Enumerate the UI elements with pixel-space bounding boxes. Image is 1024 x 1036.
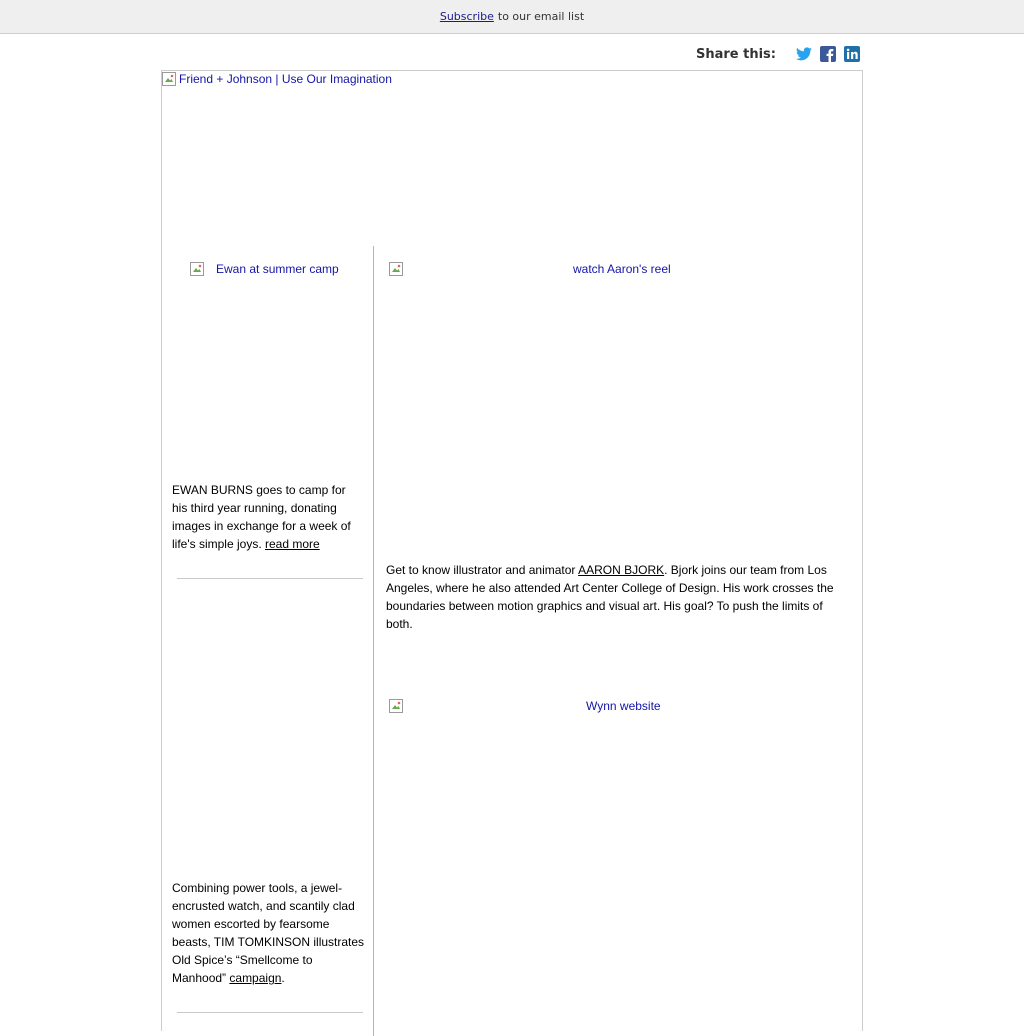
tomkinson-story-body: Combining power tools, a jewel-encrusted watch, and scantily clad women escorted by fearsome beasts, TIM TOMKINSON illustrates Old Spice’s “Smellcome to Manhood”: [172, 881, 365, 985]
aaron-reel-image[interactable]: [389, 262, 671, 276]
read-more-link[interactable]: read more: [265, 537, 320, 551]
twitter-icon[interactable]: [796, 46, 812, 62]
ewan-image[interactable]: [190, 262, 339, 276]
wynn-website-image[interactable]: [389, 699, 661, 713]
left-separator-2: [177, 1012, 363, 1013]
aaron-story-intro: Get to know illustrator and animator: [386, 563, 576, 577]
ewan-story-body: EWAN BURNS goes to camp for his third year running, donating images in exchange for a week of life's simple joys.: [172, 483, 351, 551]
campaign-link[interactable]: campaign: [229, 971, 282, 985]
broken-image-icon: [190, 262, 204, 276]
aaron-reel-alt: watch Aaron's reel: [573, 262, 671, 276]
wynn-website-alt: Wynn website: [586, 699, 661, 713]
share-label: Share this:: [695, 46, 776, 62]
logo-alt-text: Friend + Johnson | Use Our Imagination: [179, 72, 392, 86]
column-divider: [373, 246, 374, 1036]
logo-image[interactable]: [162, 72, 392, 86]
subscribe-link[interactable]: Subscribe: [439, 10, 494, 23]
broken-image-icon: [162, 72, 176, 86]
ewan-image-alt: Ewan at summer camp: [216, 262, 339, 276]
ewan-story-text: [172, 481, 364, 553]
tomkinson-story-end: .: [281, 971, 285, 985]
broken-image-icon: [389, 699, 403, 713]
facebook-icon[interactable]: [820, 46, 836, 62]
aaron-bjork-link[interactable]: AARON BJORK: [578, 563, 665, 577]
broken-image-icon: [389, 262, 403, 276]
linkedin-icon[interactable]: [844, 46, 860, 62]
tomkinson-story-text: [172, 879, 368, 987]
subscribe-bar: [0, 0, 1024, 34]
subscribe-bar-text: to our email list: [497, 10, 585, 23]
aaron-story-body: . Bjork joins our team from Los Angeles, where he also attended Art Center College of Design. His work crosses the boundaries between motion graphics and visual art. His goal? To push the limits of both.: [386, 563, 834, 631]
share-bar: [696, 44, 860, 64]
aaron-story-text: [386, 561, 848, 633]
left-separator: [177, 578, 363, 579]
